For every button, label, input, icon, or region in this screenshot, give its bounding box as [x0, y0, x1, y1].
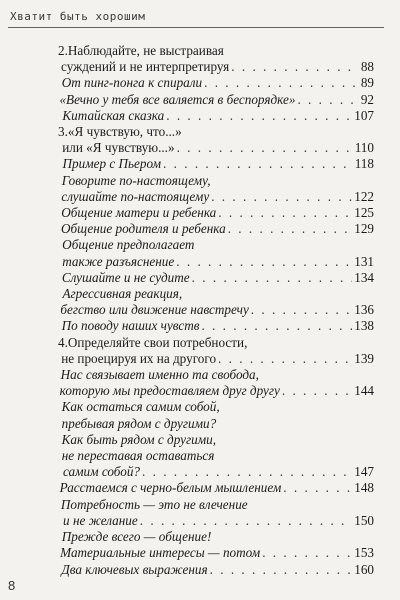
dot-leader: [251, 302, 352, 318]
toc-entry: [58, 432, 374, 448]
toc-entry-title: Расстаемся с черно-белым мышлением: [59, 480, 282, 496]
toc-entry-title: Говорите по-настоящему,: [61, 172, 211, 188]
toc-entry-page: 160: [354, 561, 374, 577]
toc-entry-title: Как быть рядом с другими,: [61, 431, 217, 447]
toc-entry: [58, 205, 374, 221]
toc-entry: [58, 383, 374, 399]
toc-entry: [58, 124, 374, 140]
dot-leader: [204, 75, 359, 91]
dot-leader: [177, 140, 353, 156]
toc-entry-title: не проецируя их на другого: [61, 350, 217, 366]
dot-leader: [283, 480, 352, 496]
toc-entry: [58, 302, 374, 318]
toc-entry-title: суждений и не интерпретируя: [61, 59, 230, 75]
toc-entry: [58, 156, 374, 172]
toc-entry-title: слушайте по-настоящему: [61, 188, 210, 204]
toc-entry: [58, 173, 374, 189]
dot-leader: [210, 562, 353, 578]
toc-entry: [58, 270, 374, 286]
toc-entry-page: 153: [354, 545, 374, 561]
toc-entry: [58, 237, 374, 253]
toc-entry-title: Наблюдайте, не выстраивая: [67, 43, 224, 58]
toc-entry-page: 92: [360, 91, 374, 107]
toc-entry: [58, 545, 374, 561]
dot-leader: [218, 205, 352, 221]
page-number: 8: [8, 578, 16, 593]
dot-leader: [166, 108, 352, 124]
running-head: Хватит быть хорошим: [10, 10, 146, 23]
toc-entry: [58, 254, 374, 270]
toc-entry-page: 150: [354, 512, 374, 528]
toc-entry-title: или «Я чувствую...»: [62, 140, 175, 156]
toc-entry: [58, 59, 374, 75]
toc-entry: [58, 513, 374, 529]
toc-entry-title: «Я чувствую, что...»: [67, 124, 182, 140]
toc-entry: [58, 189, 374, 205]
toc-entry-title: Определяйте свои потребности,: [67, 334, 248, 350]
toc-entry-page: 129: [354, 221, 374, 237]
toc-entry-title: От пинг-понга к спирали: [61, 75, 203, 91]
toc-entry: [58, 318, 374, 334]
toc-entry-title: Пример с Пьером: [62, 156, 162, 172]
toc-entry-title: Нас связывает именно та свобода,: [60, 367, 259, 383]
toc-entry: [58, 140, 374, 156]
toc-entry-page: 134: [354, 269, 374, 285]
toc-entry-title: и не желание: [63, 512, 138, 528]
toc-entry: [58, 335, 374, 351]
dot-leader: [228, 221, 353, 237]
toc-entry: [58, 448, 374, 464]
toc-entry: [58, 497, 374, 513]
toc-entry: [58, 75, 374, 91]
toc-entry-page: 118: [354, 156, 374, 172]
toc-entry-number: 4.: [58, 334, 68, 350]
toc-entry-title: Общение матери и ребенка: [61, 205, 217, 221]
toc-entry-page: 125: [354, 205, 374, 221]
toc-entry-page: 88: [360, 59, 374, 75]
dot-leader: [163, 156, 353, 172]
toc-entry-page: 131: [354, 253, 374, 269]
toc-entry-title: «Вечно у тебя все валяется в беспорядке»: [59, 91, 296, 107]
toc-entry-page: 110: [354, 140, 374, 156]
toc-entry: [58, 399, 374, 415]
toc-entry-title: бегство или движение навстречу: [60, 302, 249, 318]
toc-entry-title: Китайская сказка: [62, 107, 165, 123]
toc-entry-title: Общение родителя и ребенка: [60, 221, 226, 237]
dot-leader: [262, 545, 352, 561]
dot-leader: [140, 513, 352, 529]
toc-entry-page: 138: [354, 318, 374, 334]
toc-entry-title: самим собой?: [63, 464, 141, 480]
toc-entry: [58, 529, 374, 545]
toc-entry: [58, 367, 374, 383]
toc-entry-title: также разъяснение: [62, 253, 175, 269]
toc-entry: [58, 108, 374, 124]
dot-leader: [297, 92, 358, 108]
toc-entry-title: Общение предполагает: [62, 237, 195, 253]
dot-leader: [192, 270, 353, 286]
toc-entry: [58, 92, 374, 108]
dot-leader: [176, 254, 352, 270]
toc-entry-title: которую мы предоставляем друг другу: [59, 383, 280, 399]
toc-entry-title: Агрессивная реакция,: [62, 286, 183, 302]
toc-entry-page: 136: [354, 302, 374, 318]
toc-entry: [58, 286, 374, 302]
toc-entry: [58, 43, 374, 59]
toc-entry-title: пребывая рядом с другими?: [61, 415, 217, 431]
toc-entry-page: 122: [354, 188, 374, 204]
toc-entry-page: 89: [360, 75, 374, 91]
dot-leader: [282, 383, 352, 399]
toc-entry: [58, 464, 374, 480]
table-of-contents: [58, 43, 374, 578]
header-rule: [8, 27, 384, 28]
toc-entry-title: Два ключевых выражения: [61, 561, 208, 577]
toc-entry-page: 147: [354, 464, 374, 480]
dot-leader: [231, 59, 359, 75]
toc-entry-number: 2.: [58, 43, 68, 58]
toc-entry-page: 144: [354, 383, 374, 399]
toc-entry-title: Как остаться самим собой,: [61, 399, 220, 415]
dot-leader: [201, 318, 352, 334]
toc-entry-title: Прежде всего — общение!: [61, 529, 212, 545]
toc-entry: [58, 221, 374, 237]
toc-entry-title: Потребность — это не влечение: [60, 496, 248, 512]
toc-entry: [58, 562, 374, 578]
toc-entry-number: 3.: [58, 124, 68, 140]
toc-entry-title: Слушайте и не судите: [61, 269, 190, 285]
dot-leader: [218, 351, 352, 367]
dot-leader: [211, 189, 352, 205]
toc-entry-page: 148: [354, 480, 374, 496]
toc-entry: [58, 480, 374, 496]
toc-entry-title: Материальные интересы — потом: [60, 545, 261, 561]
toc-entry-page: 107: [354, 107, 374, 123]
toc-entry-title: По поводу наших чувств: [61, 318, 200, 334]
toc-entry-page: 139: [354, 350, 374, 366]
toc-entry: [58, 351, 374, 367]
dot-leader: [142, 464, 352, 480]
toc-entry-title: не переставая оставаться: [61, 448, 215, 464]
toc-entry: [58, 416, 374, 432]
